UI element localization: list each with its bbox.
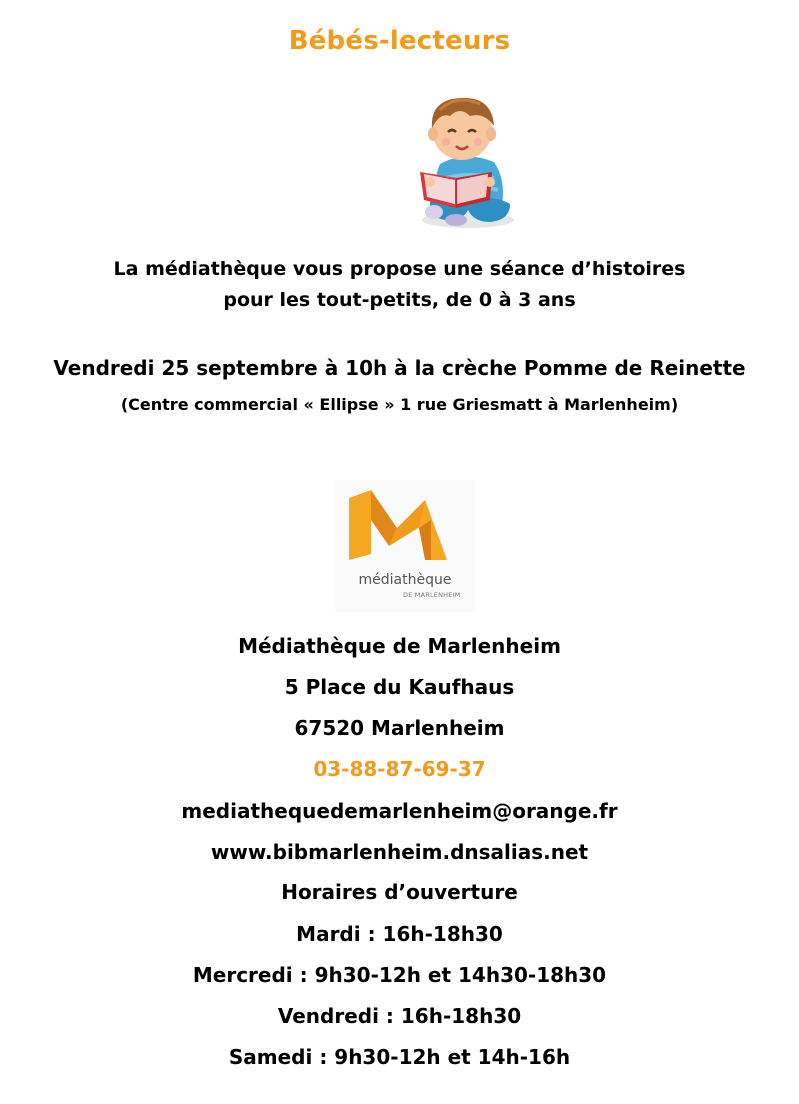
intro-line-1: La médiathèque vous propose une séance d’histoires [113,258,686,280]
library-street: 5 Place du Kaufhaus [284,675,515,699]
opening-hours-title: Horaires d’ouverture [281,880,518,904]
hours-tuesday: Mardi : 16h-18h30 [296,922,503,946]
intro-line-2: pour les tout-petits, de 0 à 3 ans [223,289,576,311]
logo-wordmark: médiathèque [358,572,452,588]
library-name: Médiathèque de Marlenheim [238,634,561,658]
library-website[interactable]: www.bibmarlenheim.dnsalias.net [210,840,589,864]
page-title: Bébés-lecteurs [288,26,511,56]
hours-saturday: Samedi : 9h30-12h et 14h-16h [228,1045,571,1069]
library-city: 67520 Marlenheim [294,716,505,740]
event-date-place: Vendredi 25 septembre à 10h à la crèche Pomme de Reinette [53,356,746,380]
event-address: (Centre commercial « Ellipse » 1 rue Griesmatt à Marlenheim) [120,395,679,414]
library-phone: 03-88-87-69-37 [313,757,486,781]
m-logo-icon [335,480,475,572]
hours-wednesday: Mercredi : 9h30-12h et 14h30-18h30 [192,963,607,987]
mediatheque-logo [335,480,475,612]
library-email[interactable]: mediathequedemarlenheim@orange.fr [181,799,618,823]
child-reading-icon [410,92,520,232]
logo-subtitle: DE MARLENHEIM [403,591,461,599]
intro-text [0,254,799,316]
hours-friday: Vendredi : 16h-18h30 [277,1004,522,1028]
